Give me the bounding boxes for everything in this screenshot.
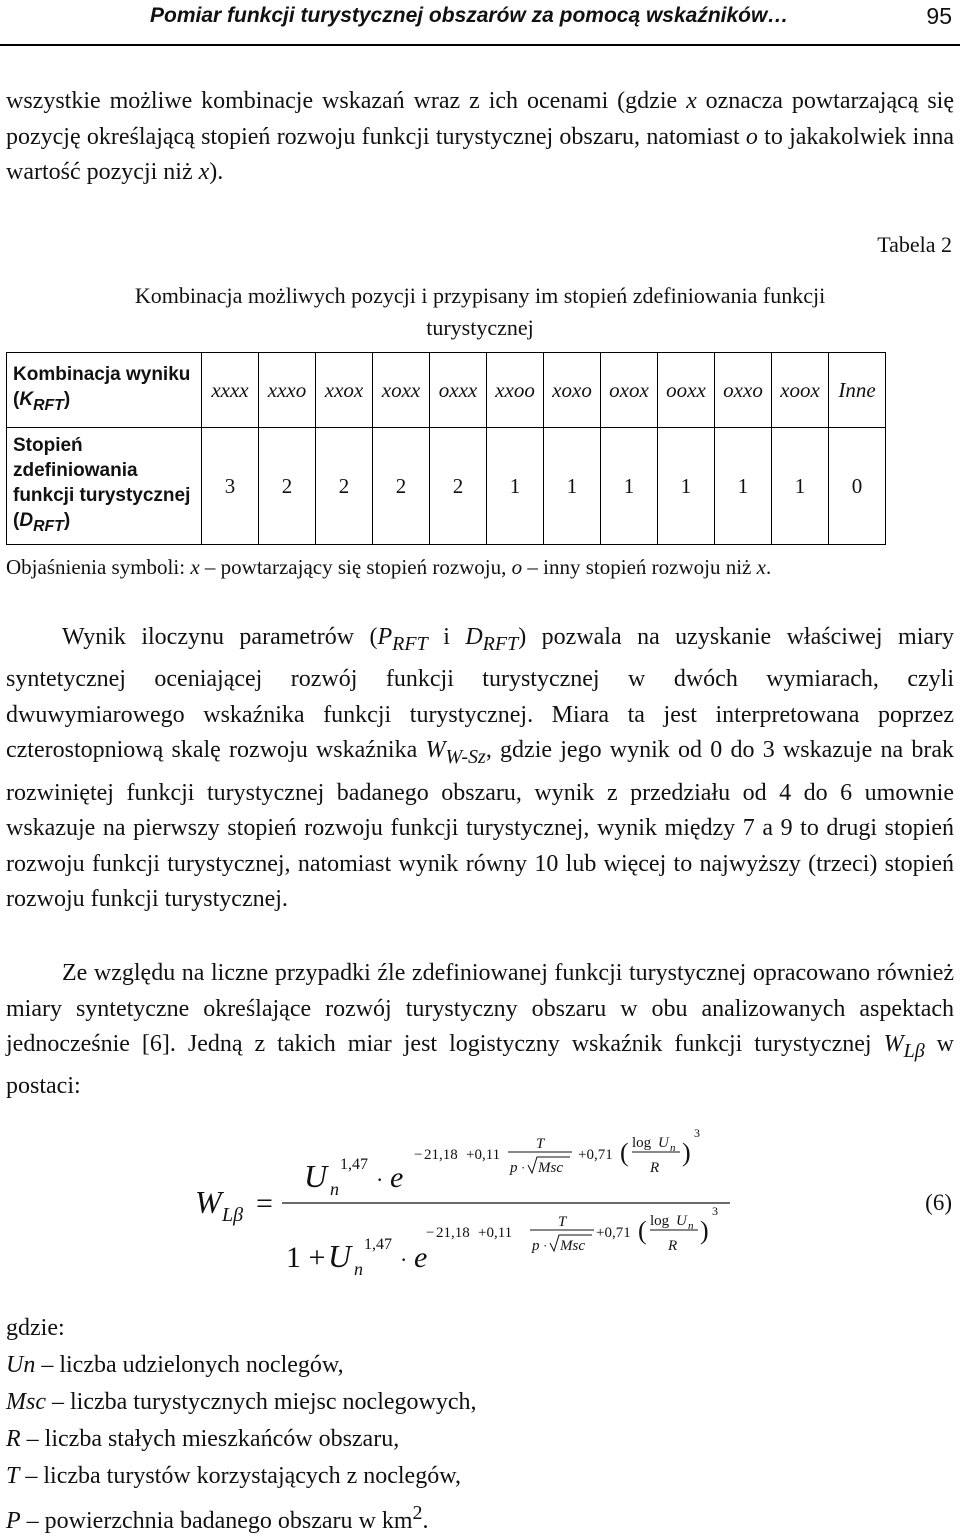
table-cell: xxxo bbox=[259, 353, 316, 428]
table-cell: 1 bbox=[544, 428, 601, 545]
den-c1: 21,18 bbox=[436, 1225, 470, 1241]
num-U: U bbox=[304, 1158, 328, 1194]
formula-lhs: W bbox=[195, 1184, 222, 1220]
definition-item: T – liczba turystów korzystających z noclegów, bbox=[6, 1463, 461, 1489]
num-exp: 1,47 bbox=[340, 1156, 368, 1173]
table-cell: xoxo bbox=[544, 353, 601, 428]
table-cell: 0 bbox=[829, 428, 886, 545]
table-cell: oxxx bbox=[430, 353, 487, 428]
num-T: T bbox=[536, 1136, 545, 1152]
num-lparen: ( bbox=[620, 1138, 629, 1167]
num-p: p bbox=[510, 1160, 518, 1176]
table-cell: xxox bbox=[316, 353, 373, 428]
table-cell: xoox bbox=[772, 353, 829, 428]
equation-number: (6) bbox=[925, 1190, 952, 1215]
num-dot2: · bbox=[521, 1160, 526, 1175]
den-cube: 3 bbox=[712, 1204, 718, 1218]
intro-paragraph: wszystkie możliwe kombinacje wskazań wraz z ich ocenami (gdzie x oznacza powtarzającą się pozycję określającą stopień rozwoju funkcji turystycznej obszaru, natomiast o to jakakolwiek inna wartość pozycji niż x). bbox=[6, 88, 954, 185]
table-cell: 2 bbox=[430, 428, 487, 545]
table-cell: 3 bbox=[202, 428, 259, 545]
row-label-combination: Kombinacja wyniku $(K_{RFT})$ bbox=[7, 353, 202, 428]
den-U: U bbox=[328, 1238, 352, 1274]
table-note: Objaśnienia symboli: x – powtarzający się stopień rozwoju, o – inny stopień rozwoju niż x. bbox=[6, 555, 772, 579]
table-cell: 2 bbox=[316, 428, 373, 545]
table-cell: xoxx bbox=[373, 353, 430, 428]
table-cell: 2 bbox=[373, 428, 430, 545]
num-c3: +0,71 bbox=[578, 1147, 613, 1163]
table-cell: 1 bbox=[487, 428, 544, 545]
num-rparen: ) bbox=[682, 1138, 691, 1167]
den-exp: 1,47 bbox=[364, 1236, 392, 1253]
table-title: Kombinacja możliwych pozycji i przypisany im stopień zdefiniowania funkcji turystycznej bbox=[134, 283, 826, 340]
page-number: 95 bbox=[926, 3, 952, 29]
symbol-definitions bbox=[6, 1310, 477, 1540]
table-caption: Tabela 2 bbox=[877, 232, 952, 257]
num-dot: · bbox=[376, 1167, 384, 1192]
table-cell: oxox bbox=[601, 353, 658, 428]
body-paragraph-3: Ze względu na liczne przypadki źle zdefiniowanej funkcji turystycznej opracowano również miary syntetyczne określające rozwój turystyczny obszaru w obu analizowanych aspektach jednocześnie [6]. Jedną z takich miar jest logistyczny wskaźnik funkcji turystycznej $W_{L\beta}$ w postaci: bbox=[6, 960, 954, 1100]
table-cell: 2 bbox=[259, 428, 316, 545]
table-row-degrees bbox=[7, 428, 886, 545]
den-dot: · bbox=[400, 1247, 408, 1272]
combination-table bbox=[6, 352, 886, 545]
running-header bbox=[0, 0, 960, 46]
den-c3: +0,71 bbox=[596, 1225, 631, 1241]
table-cell: 1 bbox=[601, 428, 658, 545]
formula-equals: = bbox=[256, 1187, 273, 1220]
definitions-intro: gdzie: bbox=[6, 1315, 65, 1341]
table-row-combinations bbox=[7, 353, 886, 428]
den-p: p bbox=[532, 1238, 540, 1254]
den-T: T bbox=[558, 1214, 567, 1230]
num-log: log bbox=[632, 1135, 652, 1151]
num-c2: +0,11 bbox=[466, 1147, 501, 1163]
formula-lhs-sub: Lβ bbox=[222, 1204, 244, 1226]
den-R: R bbox=[668, 1238, 678, 1254]
num-n: n bbox=[330, 1179, 339, 1199]
definition-item: Un – liczba udzielonych noclegów, bbox=[6, 1352, 344, 1378]
num-minus: − bbox=[414, 1147, 423, 1163]
logistic-formula bbox=[190, 1125, 750, 1285]
den-lparen: ( bbox=[638, 1216, 647, 1245]
running-title: Pomiar funkcji turystycznej obszarów za pomocą wskaźników… bbox=[150, 4, 789, 27]
num-logn: n bbox=[670, 1142, 676, 1154]
num-Msc: Msc bbox=[538, 1160, 563, 1176]
table-cell: ooxx bbox=[658, 353, 715, 428]
table-cell: 1 bbox=[772, 428, 829, 545]
table-cell: 1 bbox=[658, 428, 715, 545]
den-e: e bbox=[414, 1241, 428, 1274]
table-cell: oxxo bbox=[715, 353, 772, 428]
den-n: n bbox=[354, 1259, 363, 1279]
body-paragraph-2: Wynik iloczynu parametrów ($P_{RFT}$ i $D_{RFT}$) pozwala na uzyskanie właściwej miary syntetycznej oceniającej rozwój funkcji turystycznej w dwóch wymiarach, czyli dwuwymiarowego wskaźnika funkcji turystycznej. Miara ta jest interpretowana poprzez czterostopniową skalę rozwoju wskaźnika $W_{W-Sz}$, gdzie jego wynik od 0 do 3 wskazuje na brak rozwiniętej funkcji turystycznej badanego obszaru, wynik z przedziału od 4 do 6 umownie wskazuje na pierwszy stopień rozwoju funkcji turystycznej, wynik między 7 a 9 to drugi stopień rozwoju funkcji turystycznej, natomiast wynik równy 10 lub więcej to najwyższy (trzeci) stopień rozwoju funkcji turystycznej. bbox=[6, 624, 955, 913]
den-log: log bbox=[650, 1213, 670, 1229]
definition-item: Msc – liczba turystycznych miejsc noclegowych, bbox=[6, 1389, 477, 1415]
den-c2: +0,11 bbox=[478, 1225, 513, 1241]
num-c1: 21,18 bbox=[424, 1147, 458, 1163]
den-one-plus: 1 + bbox=[286, 1241, 326, 1274]
definition-item: P – powierzchnia badanego obszaru w $km^2$. bbox=[6, 1502, 429, 1534]
den-minus: − bbox=[426, 1225, 435, 1241]
den-rparen: ) bbox=[700, 1216, 709, 1245]
den-logn: n bbox=[688, 1220, 694, 1232]
definition-item: R – liczba stałych mieszkańców obszaru, bbox=[6, 1426, 400, 1452]
num-logU: U bbox=[658, 1135, 669, 1151]
den-dot2: · bbox=[543, 1238, 548, 1253]
row-label-degree: Stopień zdefiniowania funkcji turystycznej $(D_{RFT})$ bbox=[7, 428, 202, 545]
table-cell: 1 bbox=[715, 428, 772, 545]
num-e: e bbox=[390, 1161, 404, 1194]
den-logU: U bbox=[676, 1213, 687, 1229]
table-cell: xxoo bbox=[487, 353, 544, 428]
den-Msc: Msc bbox=[560, 1238, 585, 1254]
num-cube: 3 bbox=[694, 1126, 700, 1140]
num-R: R bbox=[650, 1160, 660, 1176]
table-cell: Inne bbox=[829, 353, 886, 428]
table-cell: xxxx bbox=[202, 353, 259, 428]
